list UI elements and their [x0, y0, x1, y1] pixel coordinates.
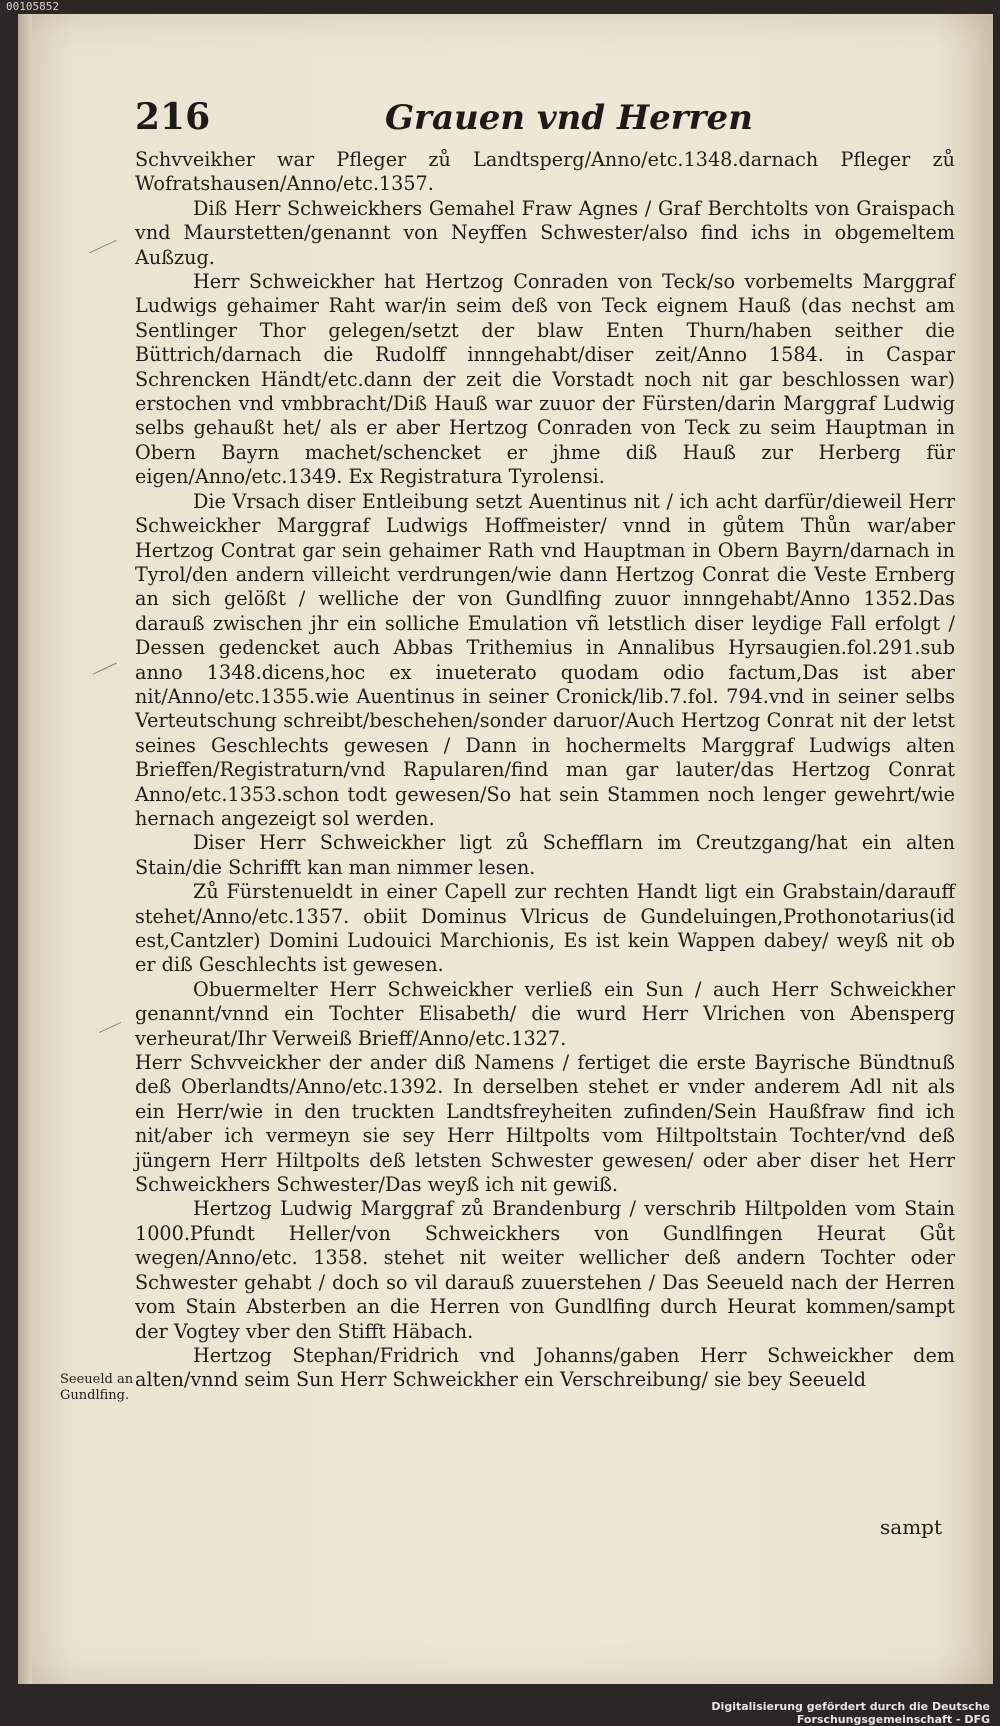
paragraph: Zů Fürstenueldt in einer Capell zur rechten Handt ligt ein Grabstain/darauff stehet/Anno/etc.1357. obiit Dominus Vlricus de Gundeluingen,Prothonotarius(id est,Cantzler) Domini Ludouici Marchionis, Es ist kein Wappen dabey/ weyß nit ob er diß Geschlechts ist gewesen.: [135, 880, 955, 977]
page-header: [135, 96, 935, 142]
paragraph: Die Vrsach diser Entleibung setzt Auentinus nit / ich acht darfür/dieweil Herr Schweickher Marggraf Ludwigs Hoffmeister/ vnnd in gůtem Thůn war/aber Hertzog Contrat gar sein gehaimer Rath vnd Hauptman in Obern Bayrn/darnach in Tyrol/den andern villeicht verdrungen/wie dann Hertzog Conrat die Veste Ernberg an sich gelößt / welliche der von Gundlfing zuuor innngehabt/Anno 1352.Das darauß zwischen jhr ein solliche Emulation vñ letstlich diser leydige Fall erfolgt / Dessen gedencket auch Abbas Trithemius in Annalibus Hyrsaugien.fol.291.sub anno 1348.dicens,hoc ex inueterato quodam odio factum,Das ist aber nit/Anno/etc.1355.wie Auentinus in seiner Cronick/lib.7.fol. 794.vnd in seiner selbs Verteutschung schreibt/beschehen/sonder daruor/Auch Hertzog Conrat nit der letst seines Geschlechts gewesen / Dann in hochermelts Marggraf Ludwigs alten Brieffen/Registraturn/vnd Rapularen/find man gar lauter/das Hertzog Conrat Anno/etc.1353.schon todt gewesen/So hat sein Stammen noch lenger gewehrt/wie hernach angezeigt sol werden.: [135, 489, 955, 830]
book-spine: [18, 14, 32, 1684]
paragraph: Herr Schweickher hat Hertzog Conraden von Teck/so vorbemelts Marggraf Ludwigs gehaimer Raht war/in seim deß von Teck eignem Hauß (das nechst am Sentlinger Thor gelegen/setzt der blaw Enten Thurn/haben seither die Büttrich/darnach die Rudolff innngehabt/diser zeit/Anno 1584. in Caspar Schrencken Händt/etc.dann der zeit die Vorstadt noch nit gar beschlossen war) erstochen vnd vmbbracht/Diß Hauß war zuuor der Fürsten/darin Marggraf Ludwig selbs gehaußt het/ als er aber Hertzog Conraden von Teck zu seim Hauptman in Obern Bayrn machet/schencket er jhme diß Hauß zur Herberg für eigen/Anno/etc.1349. Ex Registratura Tyrolensi.: [135, 270, 955, 489]
running-title: Grauen vnd Herren: [385, 98, 753, 138]
paragraph: Schvveikher war Pfleger zů Landtsperg/Anno/etc.1348.darnach Pfleger zů Wofratshausen/Anno/etc.1357.: [135, 148, 955, 196]
paragraph: Hertzog Stephan/Fridrich vnd Johanns/gaben Herr Schweickher dem alten/vnnd seim Sun Herr Schweickher ein Verschreibung/ sie bey Seeueld: [135, 1343, 955, 1392]
page-number: 216: [135, 96, 211, 138]
paragraph: Diser Herr Schweickher ligt zů Schefflarn im Creutzgang/hat ein alten Stain/die Schrifft kan man nimmer lesen.: [135, 831, 955, 879]
paragraph: Obuermelter Herr Schweickher verließ ein Sun / auch Herr Schweickher genannt/vnnd ein Tochter Elisabeth/ die wurd Herr Vlrichen von Abensperg verheurat/Ihr Verweiß Brieff/Anno/etc.1327.: [135, 977, 955, 1050]
paragraph: Hertzog Ludwig Marggraf zů Brandenburg / verschrib Hiltpolden vom Stain 1000.Pfundt Heller/von Schweickhers von Gundlfingen Heurat Gůt wegen/Anno/etc. 1358. stehet nit weiter wellicher deß andern Tochter oder Schwester gehabt / doch so vil darauß zuuerstehen / Das Seeueld nach der Herren vom Stain Absterben an die Herren von Gundlfing durch Heurat kommen/sampt der Vogtey vber den Stifft Häbach.: [135, 1197, 955, 1343]
paragraph: Diß Herr Schweickhers Gemahel Fraw Agnes / Graf Berchtolts von Graispach vnd Maurstetten/genannt von Neyffen Schwester/also find ichs in obgemeltem Außzug.: [135, 196, 955, 269]
body-text: [135, 148, 955, 1393]
footer-credit: Digitalisierung gefördert durch die Deutsche Forschungsgemeinschaft - DFG: [711, 1700, 990, 1726]
paragraph: Herr Schvveickher der ander diß Namens / fertiget die erste Bayrische Bündtnuß deß Oberlandts/Anno/etc.1392. In derselben stehet er vnder anderem Adl nit als ein Herr/wie in den truckten Landtsfreyheiten zufinden/Sein Haußfraw find ich nit/aber ich vermeyn sie sey Herr Hiltpolts vom Hiltpoltstain Tochter/vnd deß jüngern Herr Hiltpolts deß letsten Schwester gewesen/ oder aber diser het Herr Schweickhers Schwester/Das weyß ich nit gewiß.: [135, 1051, 955, 1197]
scan-id-label: 00105852: [6, 0, 59, 13]
catchword: sampt: [880, 1515, 942, 1539]
margin-note: Seeueld an Gundlfing.: [60, 1372, 134, 1403]
